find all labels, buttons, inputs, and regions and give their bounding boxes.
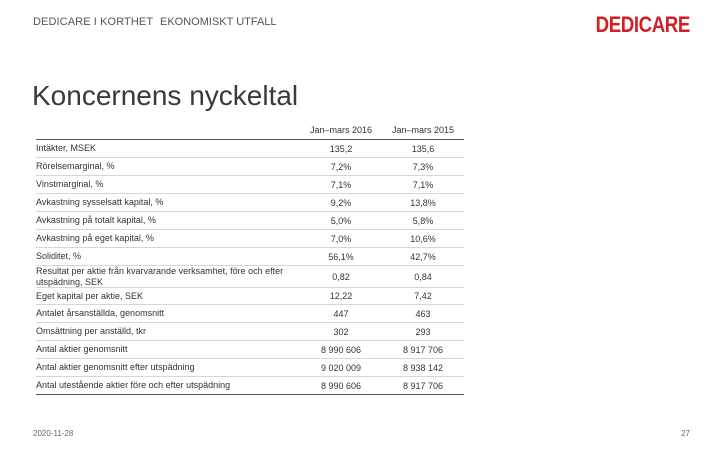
table-row xyxy=(36,359,464,377)
value-2016: 12,22 xyxy=(329,291,353,301)
row-label: Avkastning på eget kapital, % xyxy=(36,233,154,243)
company-logo: DEDICARE xyxy=(595,12,690,37)
row-label: Resultat per aktie från kvarvarande verksamhet, före och efter utspädning, SEK xyxy=(36,265,284,287)
row-label: Avkastning på totalt kapital, % xyxy=(36,215,156,225)
value-2016: 5,0% xyxy=(330,215,352,226)
row-label: Antal utestående aktier före och efter utspädning xyxy=(36,380,231,390)
table-header xyxy=(36,120,464,140)
value-2016: 7,0% xyxy=(330,233,352,244)
value-2015: 7,3% xyxy=(412,161,434,172)
row-label: Avkastning sysselsatt kapital, % xyxy=(36,197,164,207)
row-label: Antal aktier genomsnitt xyxy=(36,344,128,354)
value-2016: 56,1% xyxy=(328,251,354,262)
column-header-2015: Jan–mars 2015 xyxy=(391,124,455,135)
value-2015: 8 917 706 xyxy=(402,380,444,391)
value-2015: 5,8% xyxy=(412,215,434,226)
table-row xyxy=(36,194,464,212)
breadcrumb: DEDICARE I KORTHET xyxy=(33,16,154,28)
row-label: Eget kapital per aktie, SEK xyxy=(36,290,144,301)
footer-date: 2020-11-28 xyxy=(33,429,74,438)
value-2016: 447 xyxy=(333,308,349,319)
value-2016: 8 990 606 xyxy=(320,344,362,355)
value-2016: 7,1% xyxy=(330,179,352,190)
row-label: Antalet årsanställda, genomsnitt xyxy=(36,308,165,318)
value-2016: 0,82 xyxy=(332,271,350,282)
value-2015: 7,1% xyxy=(412,179,434,190)
table-row xyxy=(36,230,464,248)
value-2016: 9 020 009 xyxy=(320,362,362,373)
row-label: Rörelsemarginal, % xyxy=(36,161,115,171)
value-2016: 7,2% xyxy=(330,161,352,172)
table-row xyxy=(36,212,464,230)
value-2015: 7,42 xyxy=(414,291,432,301)
value-2015: 10,6% xyxy=(410,233,436,244)
column-header-2016: Jan–mars 2016 xyxy=(309,124,373,135)
value-2015: 8 938 142 xyxy=(402,362,444,373)
value-2016: 135,2 xyxy=(329,143,353,154)
value-2015: 293 xyxy=(415,326,431,337)
row-label: Omsättning per anställd, tkr xyxy=(36,326,147,336)
table-row xyxy=(36,323,464,341)
page-number: 27 xyxy=(681,429,690,438)
value-2016: 9,2% xyxy=(330,197,352,208)
table-body xyxy=(36,140,464,395)
table-row xyxy=(36,305,464,323)
value-2015: 13,8% xyxy=(410,197,436,208)
table-row xyxy=(36,377,464,395)
value-2015: 135,6 xyxy=(411,143,435,154)
value-2015: 0,84 xyxy=(414,271,432,282)
value-2016: 8 990 606 xyxy=(320,380,362,391)
value-2015: 8 917 706 xyxy=(402,344,444,355)
table-row xyxy=(36,266,464,288)
key-figures-table xyxy=(36,120,464,395)
section-title: EKONOMISKT UTFALL xyxy=(160,16,277,28)
table-row xyxy=(36,248,464,266)
row-label: Vinstmarginal, % xyxy=(36,179,104,189)
value-2016: 302 xyxy=(333,326,349,337)
table-row xyxy=(36,140,464,158)
table-row xyxy=(36,176,464,194)
value-2015: 463 xyxy=(415,308,431,319)
row-label: Antal aktier genomsnitt efter utspädning xyxy=(36,362,195,372)
table-row xyxy=(36,341,464,359)
page-title: Koncernens nyckeltal xyxy=(32,80,299,111)
row-label: Intäkter, MSEK xyxy=(36,143,97,153)
table-row xyxy=(36,158,464,176)
value-2015: 42,7% xyxy=(410,251,436,262)
table-row xyxy=(36,288,464,305)
row-label: Soliditet, % xyxy=(36,251,82,261)
